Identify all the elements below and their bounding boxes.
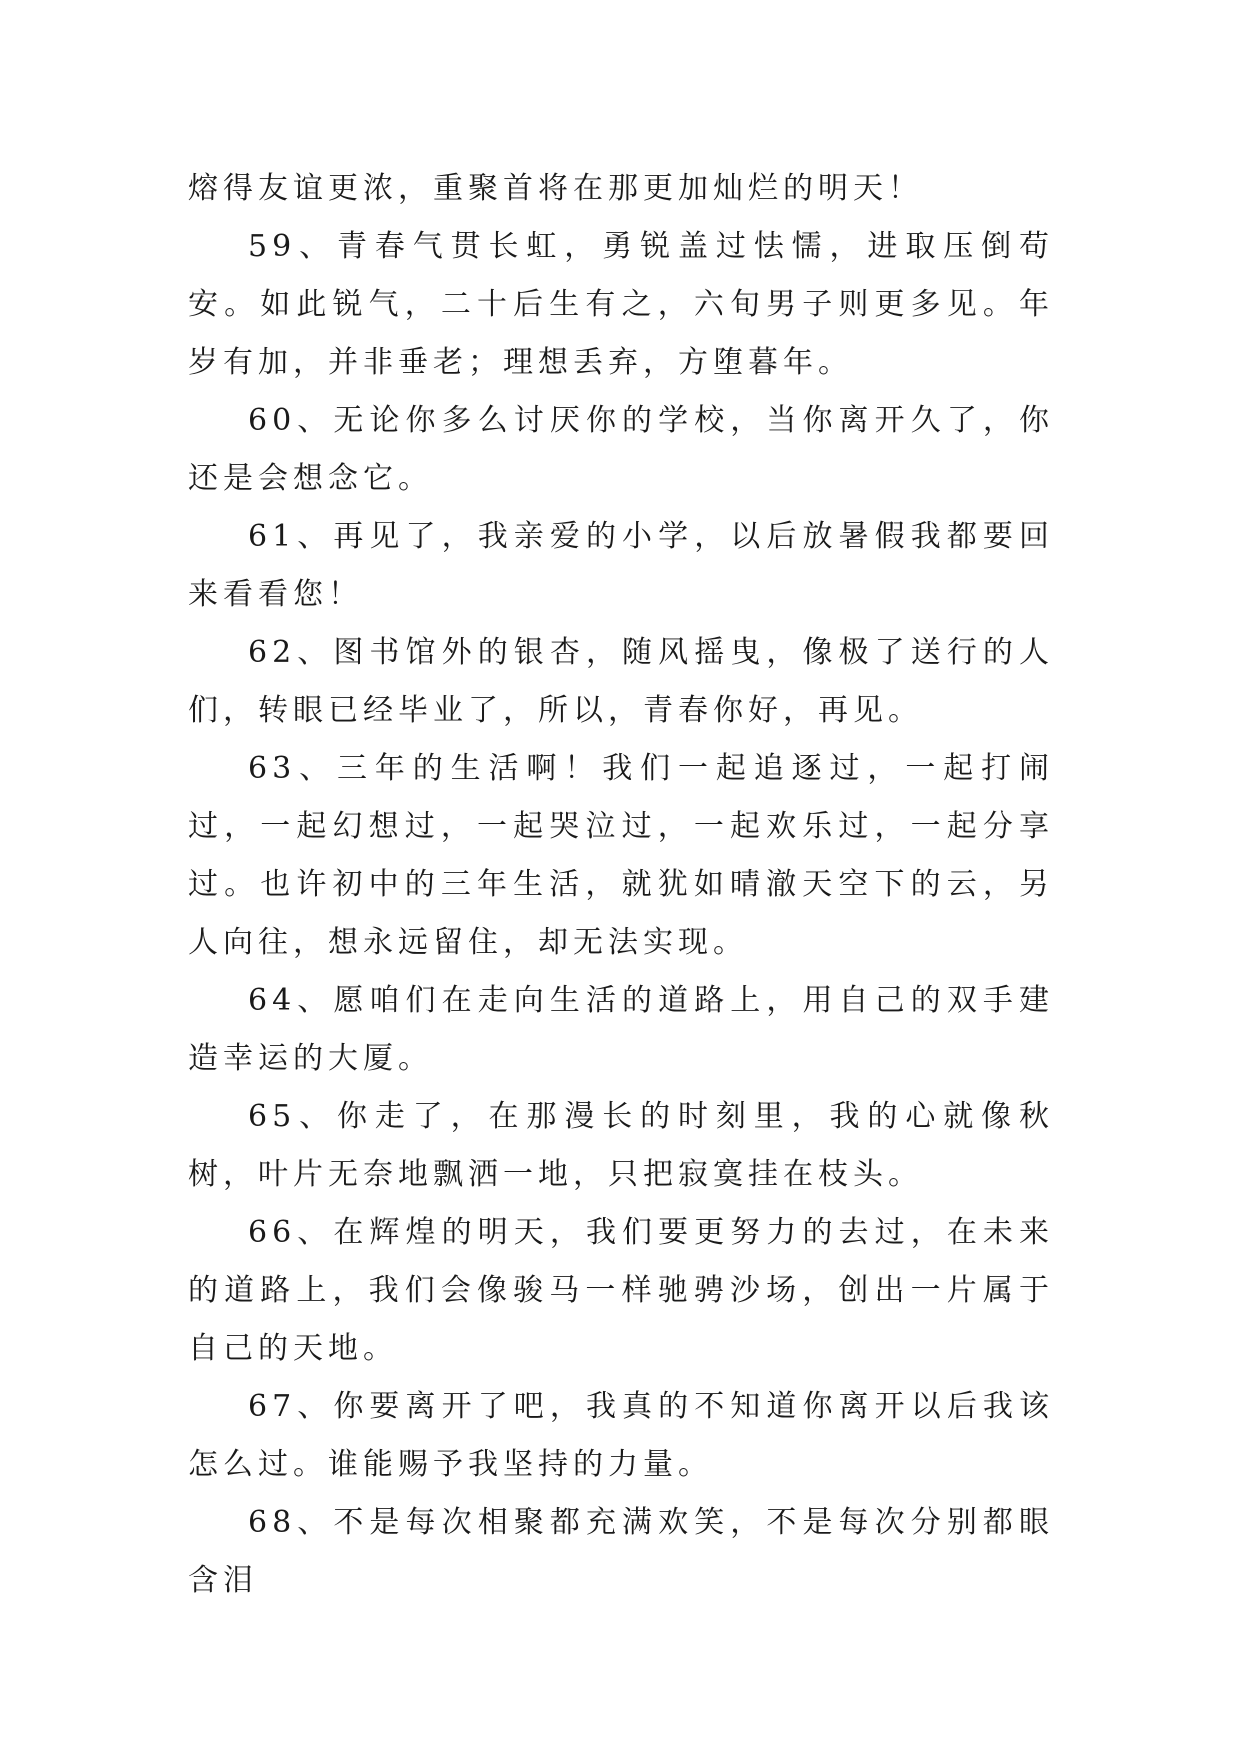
paragraph-67: 67、你要离开了吧，我真的不知道你离开以后我该怎么过。谁能赐予我坚持的力量。: [188, 1389, 1054, 1482]
paragraph-64: 64、愿咱们在走向生活的道路上，用自己的双手建造幸运的大厦。: [188, 983, 1054, 1076]
paragraph-60: 60、无论你多么讨厌你的学校，当你离开久了，你还是会想念它。: [188, 403, 1054, 496]
paragraph-65: 65、你走了，在那漫长的时刻里，我的心就像秋树，叶片无奈地飘洒一地，只把寂寞挂在枝头。: [188, 1099, 1054, 1192]
document-body: [188, 160, 1054, 1610]
paragraph-66: 66、在辉煌的明天，我们要更努力的去过，在未来的道路上，我们会像骏马一样驰骋沙场，创出一片属于自己的天地。: [188, 1215, 1054, 1366]
paragraph-continuation: 熔得友谊更浓，重聚首将在那更加灿烂的明天！: [188, 171, 923, 206]
paragraph-68: 68、不是每次相聚都充满欢笑，不是每次分别都眼含泪: [188, 1505, 1054, 1598]
paragraph-63: 63、三年的生活啊！我们一起追逐过，一起打闹过，一起幻想过，一起哭泣过，一起欢乐过，一起分享过。也许初中的三年生活，就犹如晴澈天空下的云，另人向往，想永远留住，却无法实现。: [188, 751, 1054, 960]
paragraph-61: 61、再见了，我亲爱的小学，以后放暑假我都要回来看看您！: [188, 519, 1054, 612]
paragraph-62: 62、图书馆外的银杏，随风摇曳，像极了送行的人们，转眼已经毕业了，所以，青春你好，再见。: [188, 635, 1054, 728]
paragraph-59: 59、青春气贯长虹，勇锐盖过怯懦，进取压倒苟安。如此锐气，二十后生有之，六旬男子则更多见。年岁有加，并非垂老；理想丢弃，方堕暮年。: [188, 229, 1054, 380]
